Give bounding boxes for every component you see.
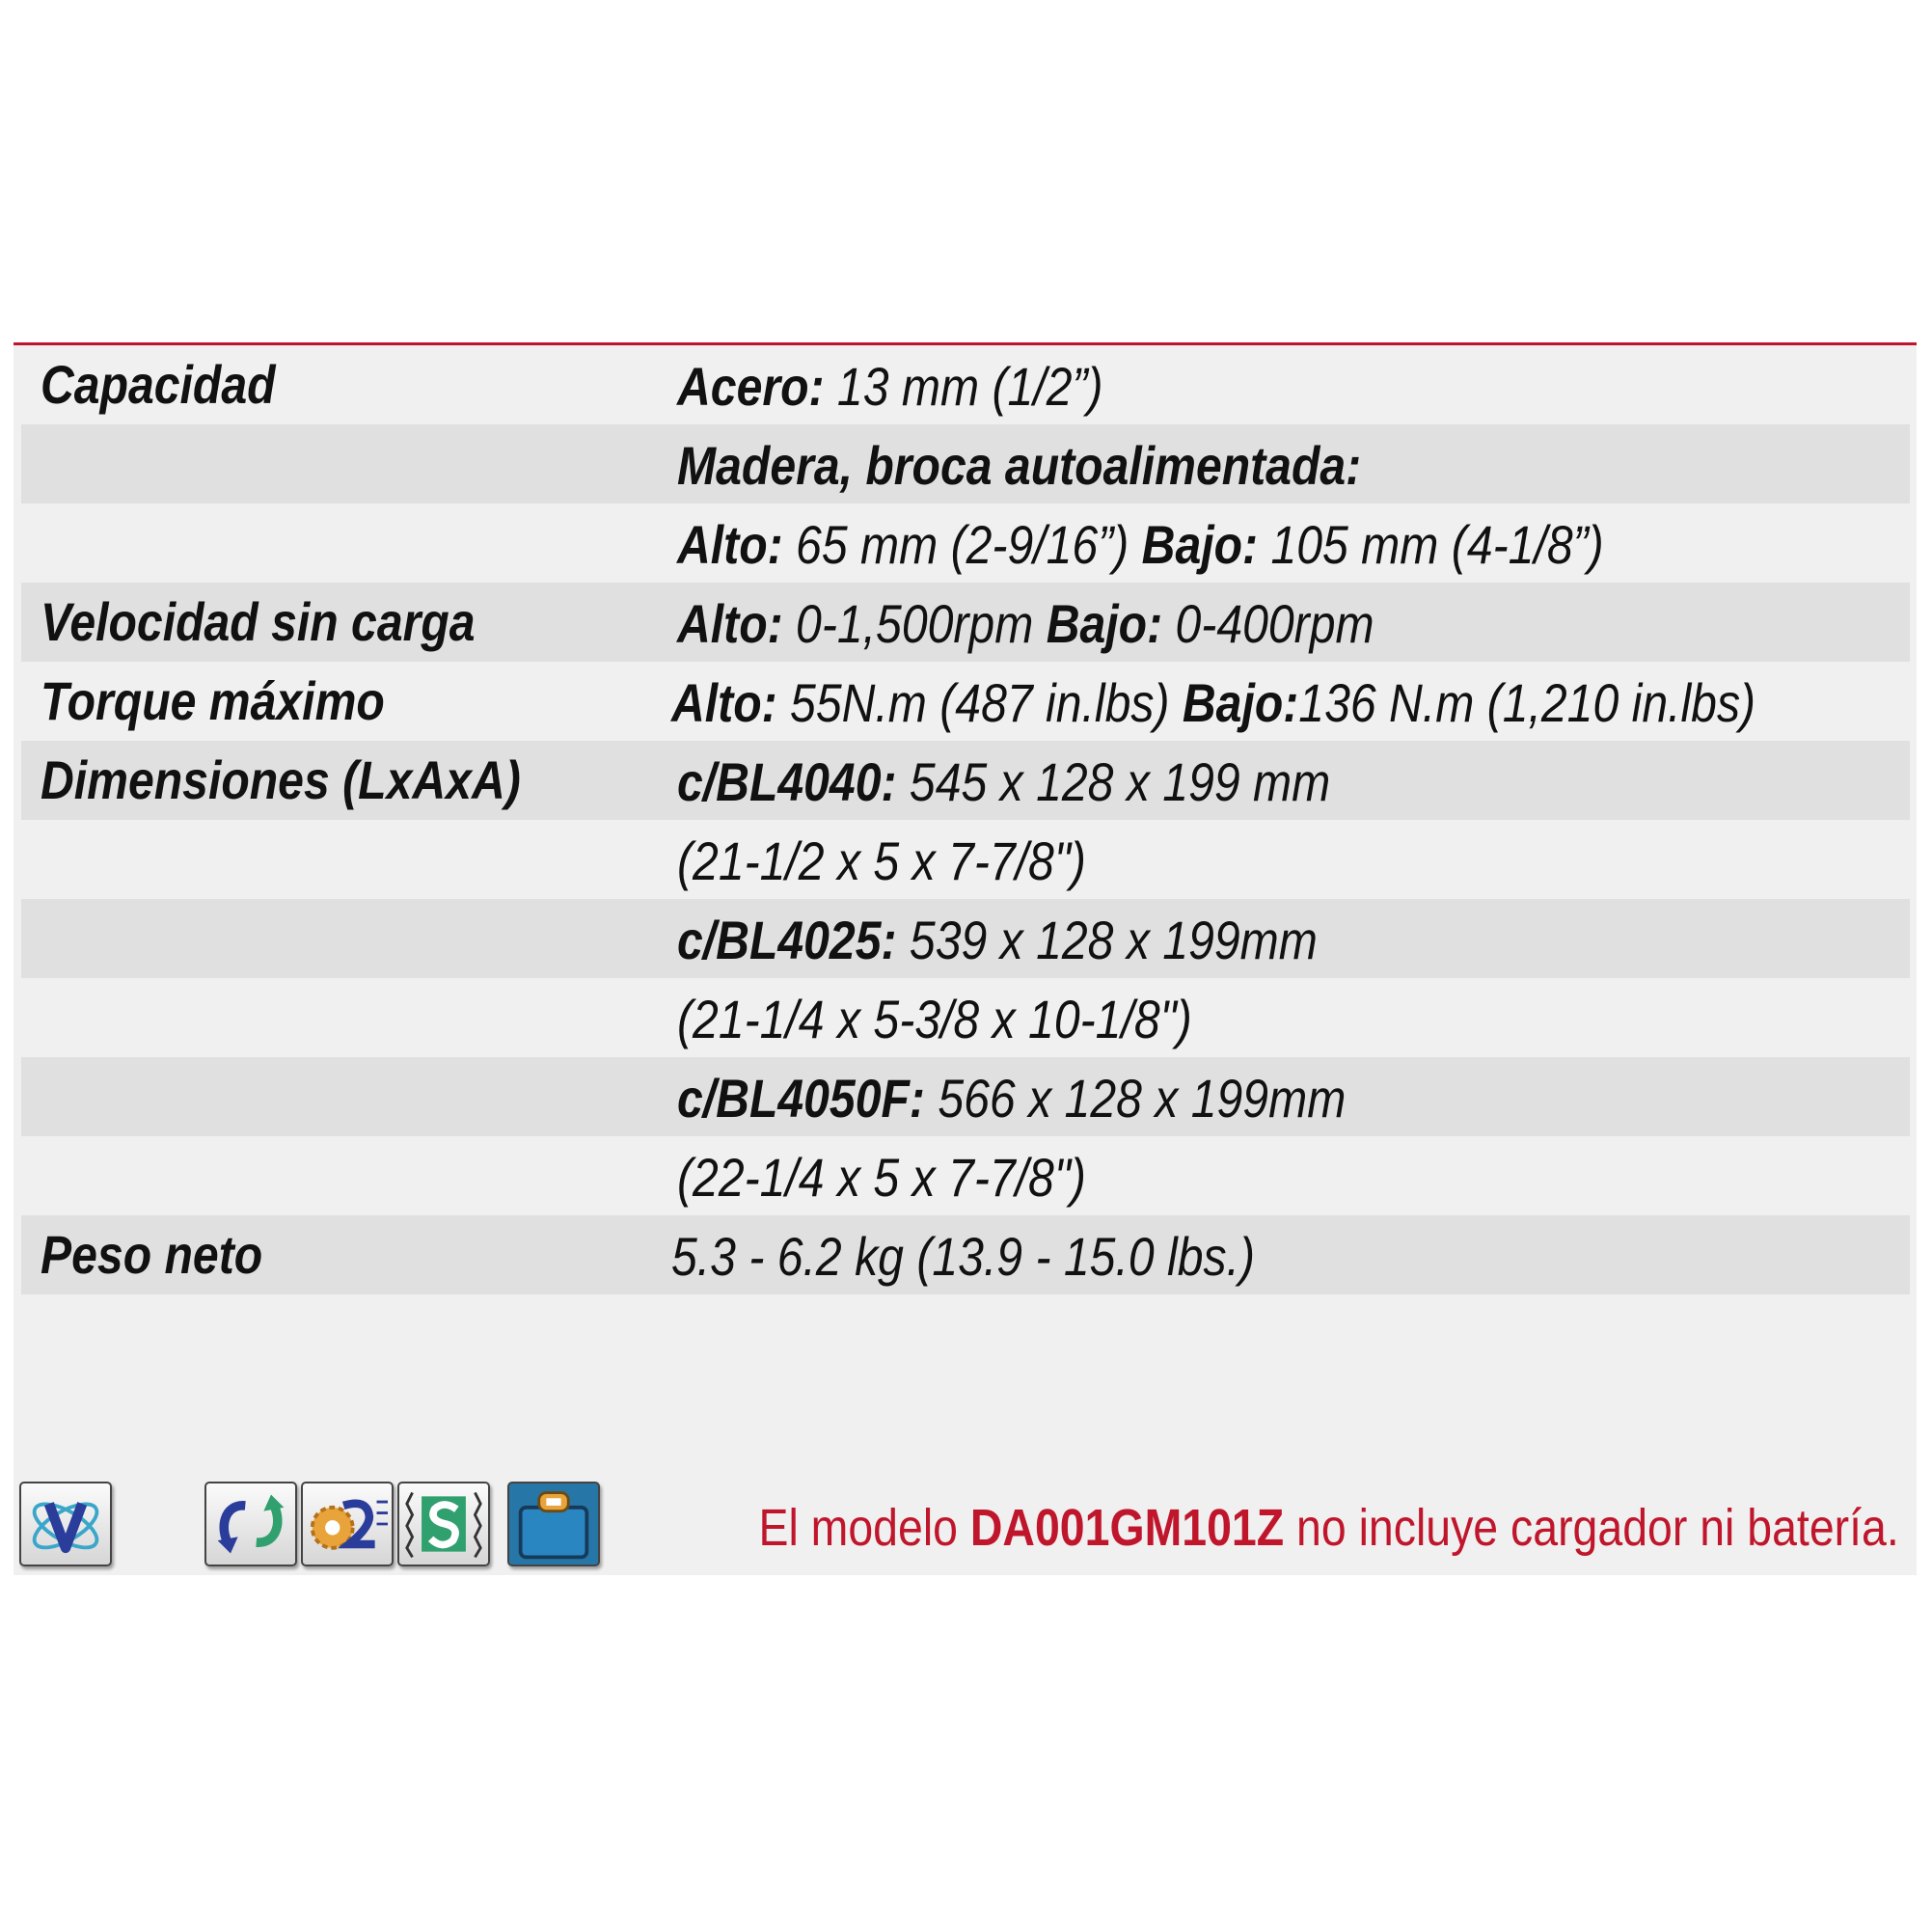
- spec-label-net-weight: Peso neto: [41, 1224, 263, 1285]
- wood-low-value: 105 mm (4-1/8”): [1258, 514, 1604, 575]
- torque-high-value: 55N.m (487 in.lbs): [776, 672, 1183, 733]
- note-prefix: El modelo: [758, 1499, 971, 1557]
- spec-row-dim-bl4040-in: [21, 820, 1910, 899]
- wood-key: Madera, broca autoalimentada:: [677, 435, 1362, 496]
- speed-low-value: 0-400rpm: [1162, 593, 1374, 654]
- spec-row-dim-bl4050f-in: [21, 1136, 1910, 1215]
- carrying-case-icon: [507, 1482, 600, 1566]
- dim-mm: 545 x 128 x 199 mm: [896, 751, 1331, 812]
- spec-row-dim-bl4050f: [21, 1057, 1910, 1136]
- spec-label-dimensions: Dimensiones (LxAxA): [41, 749, 521, 810]
- spec-row-dim-bl4025-in: [21, 978, 1910, 1057]
- spec-row-dimensions: [21, 741, 1910, 820]
- spec-value-wood: [677, 513, 1604, 576]
- spec-row-capacity: [21, 345, 1910, 424]
- soft-start-icon: [397, 1482, 490, 1566]
- spec-row-wood-values: [21, 503, 1910, 583]
- spec-label-max-torque: Torque máximo: [41, 670, 385, 731]
- torque-high-key: Alto:: [671, 672, 777, 733]
- spec-value-wood-title: [677, 434, 1361, 497]
- spec-value-no-load-speed: [677, 592, 1374, 655]
- steel-key: Acero:: [677, 356, 825, 417]
- spec-value-dim-bl4050f: [677, 1067, 1346, 1129]
- variable-speed-icon: [19, 1482, 112, 1566]
- spec-label-capacity: Capacidad: [41, 354, 276, 415]
- dim-mm: 539 x 128 x 199mm: [896, 910, 1318, 970]
- spec-row-dim-bl4025: [21, 899, 1910, 978]
- dim-key: c/BL4040:: [677, 751, 897, 812]
- wood-high-key: Alto:: [677, 514, 783, 575]
- dim-mm: 566 x 128 x 199mm: [924, 1068, 1347, 1129]
- note-suffix: no incluye cargador ni batería.: [1284, 1499, 1899, 1557]
- spec-row-max-torque: [21, 662, 1910, 741]
- wood-high-value: 65 mm (2-9/16”): [782, 514, 1142, 575]
- spec-value-dim-bl4025: [677, 909, 1318, 971]
- spec-value-dim-bl4025-inches: (21-1/4 x 5-3/8 x 10-1/8"): [677, 989, 1192, 1049]
- spec-value-dim-bl4040: [677, 750, 1330, 813]
- steel-value: 13 mm (1/2”): [824, 356, 1103, 417]
- spec-value-net-weight: 5.3 - 6.2 kg (13.9 - 15.0 lbs.): [671, 1226, 1255, 1287]
- two-speed-gear-icon: [301, 1482, 394, 1566]
- spec-value-dim-bl4050f-inches: (22-1/4 x 5 x 7-7/8"): [677, 1147, 1086, 1208]
- spec-label-no-load-speed: Velocidad sin carga: [41, 591, 476, 652]
- dim-key: c/BL4025:: [677, 910, 897, 970]
- spec-value-steel: [677, 355, 1103, 418]
- speed-low-key: Bajo:: [1046, 593, 1163, 654]
- spec-row-wood: [21, 424, 1910, 503]
- wood-low-key: Bajo:: [1141, 514, 1259, 575]
- speed-high-key: Alto:: [677, 593, 783, 654]
- spec-value-dim-bl4040-inches: (21-1/2 x 5 x 7-7/8"): [677, 830, 1086, 891]
- spec-value-max-torque: [671, 671, 1755, 734]
- speed-high-value: 0-1,500rpm: [782, 593, 1047, 654]
- spec-sheet: [14, 342, 1917, 1575]
- note-model-code: DA001GM101Z: [970, 1499, 1285, 1557]
- dim-key: c/BL4050F:: [677, 1068, 925, 1129]
- model-note: [759, 1498, 1899, 1558]
- reversing-icon: [204, 1482, 297, 1566]
- spec-row-net-weight: [21, 1215, 1910, 1294]
- torque-low-key: Bajo:: [1182, 672, 1299, 733]
- spec-row-no-load-speed: [21, 583, 1910, 662]
- torque-low-value: 136 N.m (1,210 in.lbs): [1298, 672, 1756, 733]
